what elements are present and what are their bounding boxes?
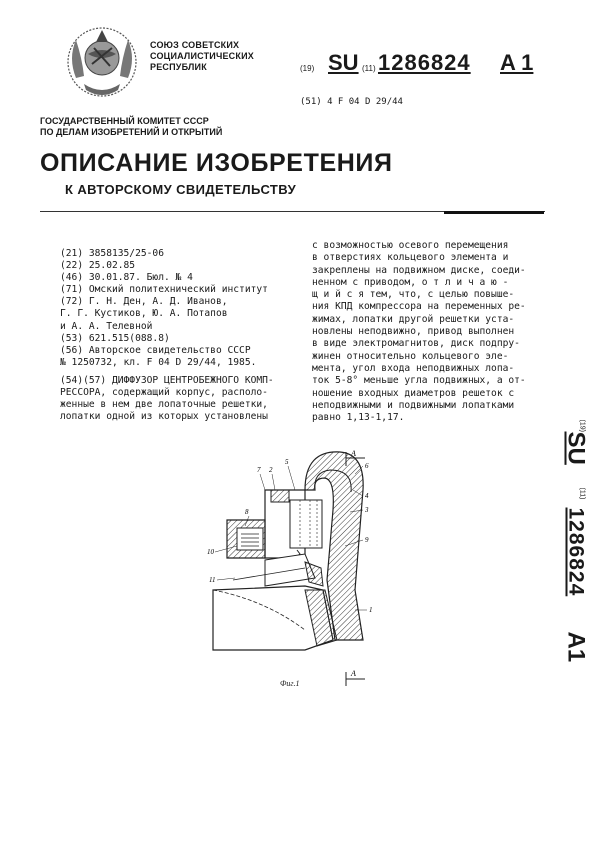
section-mark-top: А	[351, 450, 356, 458]
abstract-line: РЕССОРА, содержащий корпус, располо-	[60, 387, 268, 399]
biblio-line: (46) 30.01.87. Бюл. № 4	[60, 272, 193, 284]
side-patent-number	[545, 420, 589, 665]
abstract-line: равно 1,13-1,17.	[312, 412, 405, 424]
abstract-line: жинен относительно кольцевого эле-	[312, 350, 509, 362]
figure-caption: Фиг.1	[280, 679, 300, 688]
abstract-line: женные в нем две лопаточные решетки,	[60, 399, 268, 411]
abstract-line: мента, угол входа неподвижных лопа-	[312, 362, 515, 374]
org-line: РЕСПУБЛИК	[150, 62, 207, 72]
part-number: 2	[269, 466, 273, 474]
part-number: 7	[257, 466, 261, 474]
committee	[40, 116, 222, 138]
part-number: 9	[365, 536, 369, 544]
abstract-right-column	[312, 240, 526, 424]
org-line: СОЦИАЛИСТИЧЕСКИХ	[150, 51, 254, 61]
biblio-line: (21) 3858135/25-06	[60, 248, 164, 259]
part-number: 6	[365, 462, 369, 470]
biblio-line: (56) Авторское свидетельство СССР	[60, 344, 251, 356]
part-number: 5	[285, 458, 289, 466]
abstract-line: (54)(57) ДИФФУЗОР ЦЕНТРОБЕЖНОГО КОМП-	[60, 375, 274, 386]
abstract-line: ток 5-8° меньше угла подвижных, а от-	[312, 375, 526, 387]
org-line: СОЮЗ СОВЕТСКИХ	[150, 40, 240, 50]
biblio-line: (53) 621.515(088.8)	[60, 332, 170, 344]
abstract-left-column	[60, 375, 274, 423]
part-number: 3	[365, 506, 369, 514]
technical-drawing	[205, 450, 395, 690]
country-tag: (19)	[300, 64, 315, 73]
abstract-line: неподвижными и подвижными лопатками	[312, 399, 515, 411]
abstract-line: ношение входных диаметров решеток с	[312, 387, 515, 399]
biblio-line: (71) Омский политехнический институт	[60, 284, 268, 296]
committee-line: ПО ДЕЛАМ ИЗОБРЕТЕНИЙ И ОТКРЫТИЙ	[40, 127, 223, 137]
issuing-state	[150, 40, 254, 73]
ipc-classification: (51) 4 F 04 D 29/44	[300, 97, 403, 107]
abstract-line: ненном с приводом, о т л и ч а ю -	[312, 276, 509, 288]
part-number: 1	[369, 606, 373, 614]
abstract-line: новлены неподвижно, привод выполнен	[312, 326, 515, 338]
side-number-tag: (11)	[578, 487, 586, 500]
kind-code: A 1	[500, 50, 534, 75]
side-kind-code: A1	[562, 631, 590, 663]
part-number: 8	[245, 508, 249, 516]
patent-number-line	[300, 50, 560, 76]
state-emblem	[62, 18, 142, 100]
part-number: 4	[365, 492, 369, 500]
abstract-line: в виде электромагнитов, диск подпру-	[312, 338, 520, 350]
side-country-tag: (19)	[578, 419, 586, 432]
document-title: ОПИСАНИЕ ИЗОБРЕТЕНИЯ	[40, 149, 393, 177]
section-mark-bottom: А	[351, 669, 356, 678]
biblio-line: и А. А. Телевной	[60, 320, 153, 332]
bibliographic-data	[60, 248, 268, 369]
abstract-line: щ и й с я тем, что, с целью повыше-	[312, 289, 515, 301]
biblio-line: (72) Г. Н. Ден, А. Д. Иванов,	[60, 296, 228, 308]
committee-line: ГОСУДАРСТВЕННЫЙ КОМИТЕТ СССР	[40, 116, 209, 126]
patent-number: 1286824	[378, 50, 471, 75]
abstract-line: лопатки одной из которых установлены	[60, 411, 268, 423]
part-number: 10	[207, 548, 214, 556]
abstract-line: ния КПД компрессора на переменных ре-	[312, 301, 526, 313]
biblio-line: № 1250732, кл. F 04 D 29/44, 1985.	[60, 356, 257, 368]
side-patent-number-value: 1286824	[564, 507, 588, 597]
divider-accent	[444, 211, 544, 214]
document-subtitle: К АВТОРСКОМУ СВИДЕТЕЛЬСТВУ	[65, 182, 297, 197]
country-code: SU	[328, 50, 359, 75]
side-country-code: SU	[562, 431, 590, 465]
abstract-line: жимах, лопатки другой решетки уста-	[312, 313, 515, 325]
abstract-line: с возможностью осевого перемещения	[312, 240, 509, 251]
biblio-line: Г. Г. Кустиков, Ю. А. Потапов	[60, 308, 228, 320]
abstract-line: в отверстиях кольцевого элемента и	[312, 252, 509, 264]
biblio-line: (22) 25.02.85	[60, 260, 136, 272]
number-tag: (11)	[362, 64, 376, 73]
abstract-line: закреплены на подвижном диске, соеди-	[312, 264, 526, 276]
part-number: 11	[209, 576, 216, 584]
